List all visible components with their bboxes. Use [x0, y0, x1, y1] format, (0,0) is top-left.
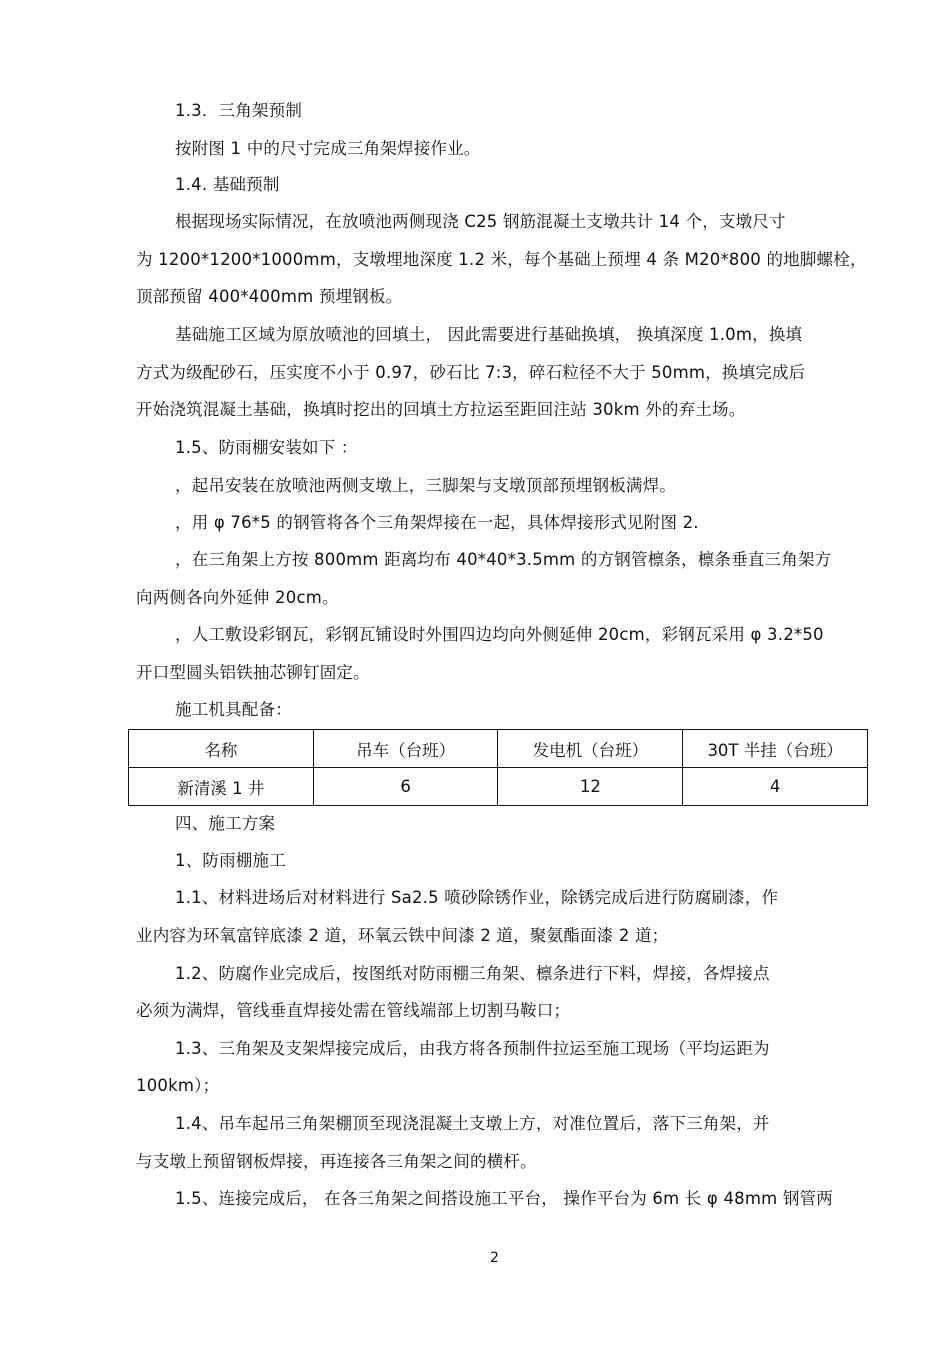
paragraph-line: 1.3、三角架及支架焊接完成后，由我方将各预制件拉运至施工现场（平均运距为 — [175, 1039, 770, 1058]
table-cell: 6 — [313, 768, 498, 806]
paragraph-line: 基础施工区域为原放喷池的回填土， 因此需要进行基础换填， 换填深度 1.0m，换填 — [175, 325, 803, 344]
paragraph-line: 1.1、材料进场后对材料进行 Sa2.5 喷砂除锈作业，除锈完成后进行防腐刷漆，作 — [175, 888, 779, 907]
heading-1-3: 1.3．三角架预制 — [175, 101, 303, 120]
heading-1-5: 1.5、防雨棚安装如下 ： — [175, 438, 358, 457]
equipment-table — [128, 729, 868, 806]
paragraph-line: 为 1200*1200*1000mm，支墩埋地深度 1.2 米，每个基础上预埋 4 条 M20*800 的地脚螺栓， — [136, 250, 867, 269]
paragraph-line: 顶部预留 400*400mm 预埋钢板。 — [136, 287, 403, 306]
paragraph-line: 1.4、吊车起吊三角架棚顶至现浇混凝土支墩上方，对准位置后，落下三角架，并 — [175, 1114, 770, 1133]
page-number: 2 — [490, 1250, 499, 1266]
paragraph-line: 按附图 1 中的尺寸完成三角架焊接作业。 — [175, 139, 481, 158]
paragraph-line: 根据现场实际情况，在放喷池两侧现浇 C25 钢筋混凝土支墩共计 14 个，支墩尺寸 — [175, 212, 786, 231]
paragraph-line: 与支墩上预留钢板焊接，再连接各三角架之间的横杆。 — [136, 1152, 537, 1171]
table-header-cell: 发电机（台班） — [498, 730, 683, 768]
paragraph-line: 1.2、防腐作业完成后，按图纸对防雨棚三角架、檩条进行下料，焊接，各焊接点 — [175, 964, 770, 983]
table-cell: 新清溪 1 井 — [129, 768, 314, 806]
paragraph-line: ，用 φ 76*5 的钢管将各个三角架焊接在一起，具体焊接形式见附图 2. — [175, 513, 699, 532]
subsection-heading: 1、防雨棚施工 — [175, 851, 286, 870]
table-cell: 4 — [683, 768, 868, 806]
table-header-cell: 名称 — [129, 730, 314, 768]
table-row — [129, 768, 868, 806]
paragraph-line: ，人工敷设彩钢瓦，彩钢瓦铺设时外围四边均向外侧延伸 20cm，彩钢瓦采用 φ 3.2*50 — [175, 625, 824, 644]
paragraph-line: 开口型圆头铝铁抽芯铆钉固定。 — [136, 663, 370, 682]
table-header-row — [129, 730, 868, 768]
paragraph-line: 100km）； — [136, 1076, 220, 1095]
paragraph-line: 开始浇筑混凝土基础，换填时挖出的回填土方拉运至距回注站 30km 外的弃土场。 — [136, 400, 746, 419]
table-header-cell: 吊车（台班） — [313, 730, 498, 768]
paragraph-line: 1.5、连接完成后， 在各三角架之间搭设施工平台， 操作平台为 6m 长 φ 48mm 钢管两 — [175, 1189, 833, 1208]
paragraph-line: 向两侧各向外延伸 20cm。 — [136, 588, 339, 607]
heading-1-4: 1.4. 基础预制 — [175, 175, 280, 194]
table-caption: 施工机具配备： — [175, 700, 292, 719]
section-heading: 四、施工方案 — [175, 814, 276, 833]
paragraph-line: ，起吊安装在放喷池两侧支墩上，三脚架与支墩顶部预埋钢板满焊。 — [175, 476, 676, 495]
paragraph-line: ，在三角架上方按 800mm 距离均布 40*40*3.5mm 的方钢管檩条，檩条垂直三角架方 — [175, 550, 832, 569]
paragraph-line: 业内容为环氧富锌底漆 2 道，环氧云铁中间漆 2 道，聚氨酯面漆 2 道； — [136, 926, 669, 945]
paragraph-line: 必须为满焊，管线垂直焊接处需在管线端部上切割马鞍口； — [136, 1001, 571, 1020]
table-cell: 12 — [498, 768, 683, 806]
paragraph-line: 方式为级配砂石，压实度不小于 0.97，砂石比 7:3，碎石粒径不大于 50mm，换填完成后 — [136, 363, 806, 382]
table-header-cell: 30T 半挂（台班） — [683, 730, 868, 768]
